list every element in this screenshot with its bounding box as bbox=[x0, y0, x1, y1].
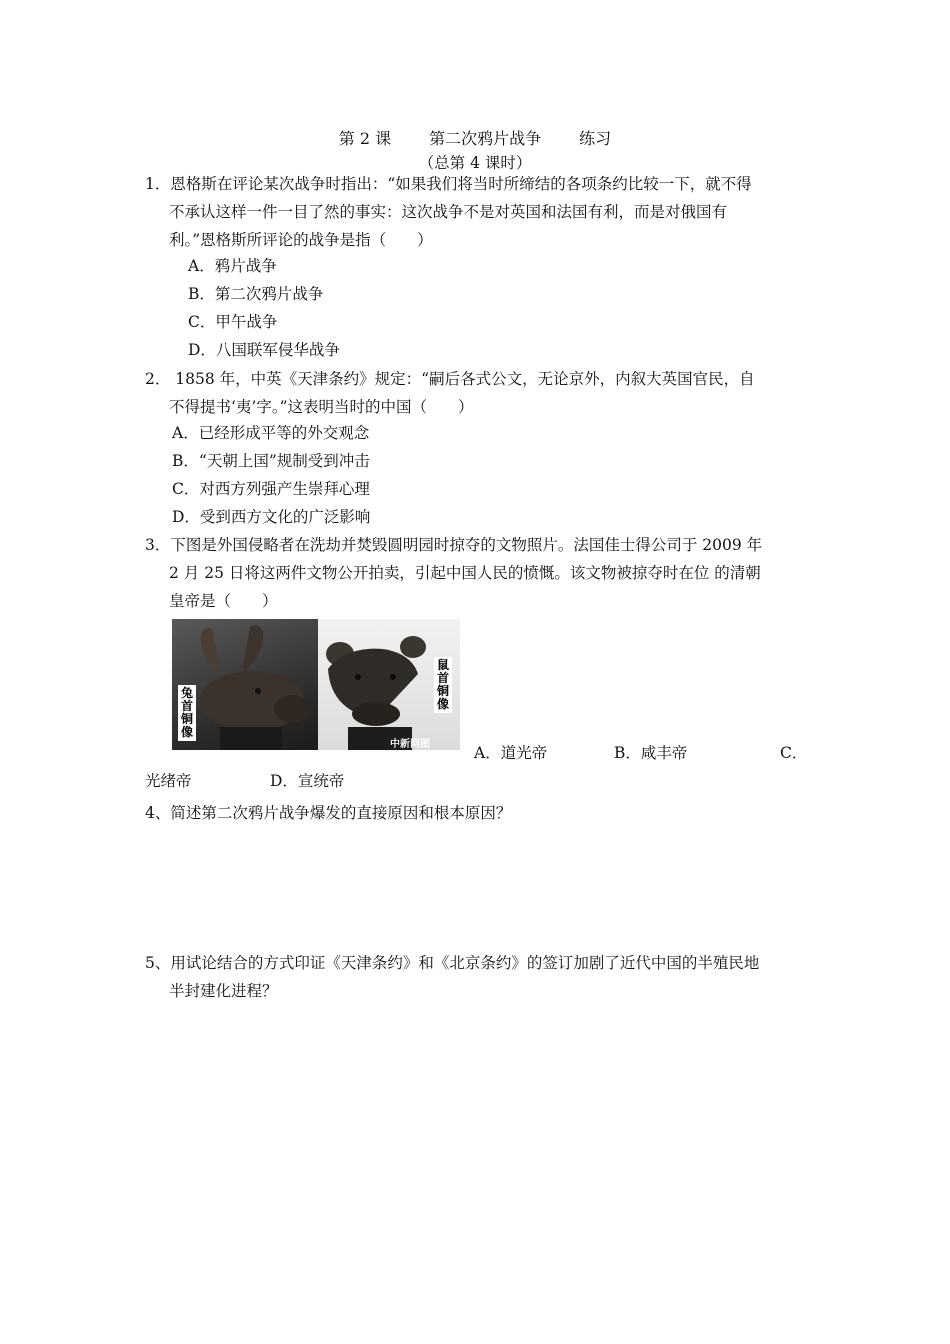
question-text-line: 4、简述第二次鸦片战争爆发的直接原因和根本原因？ bbox=[145, 804, 512, 822]
question-text-line: 半封建化进程？ bbox=[169, 982, 278, 1000]
option-c: C．甲午战争 bbox=[188, 313, 278, 331]
question-5 bbox=[145, 949, 810, 1005]
option-c-marker: C． bbox=[780, 744, 808, 762]
question-text-line: 皇帝是（ ） bbox=[169, 592, 278, 610]
question-3 bbox=[145, 531, 810, 615]
option-d: D．受到西方文化的广泛影响 bbox=[172, 508, 371, 526]
question-text-line: 2 月 25 日将这两件文物公开拍卖，引起中国人民的愤慨。该文物被掠夺时在位 的清朝 bbox=[169, 564, 761, 582]
artifact-photo bbox=[172, 619, 460, 750]
question-text-line: 1．恩格斯在评论某次战争时指出：“如果我们将当时所缔结的各项条约比较一下，就不得 bbox=[145, 175, 752, 193]
option-b: B．第二次鸦片战争 bbox=[188, 285, 324, 303]
rabbit-head-label: 兔首铜像 bbox=[178, 685, 196, 741]
page-title bbox=[0, 126, 950, 149]
question-4 bbox=[145, 799, 810, 827]
option-c: C．对西方列强产生崇拜心理 bbox=[172, 480, 370, 498]
option-b: B．咸丰帝 bbox=[614, 744, 688, 762]
lesson-number: 第 2 课 bbox=[338, 129, 392, 148]
question-text-line: 利。”恩格斯所评论的战争是指（ ） bbox=[169, 231, 433, 249]
question-2 bbox=[145, 365, 810, 421]
question-text-line: 2． 1858 年，中英《天津条约》规定：“嗣后各式公文，无论京外，内叙大英国官民，自 bbox=[145, 370, 755, 388]
option-a: A．鸦片战争 bbox=[188, 257, 277, 275]
rat-head-label: 鼠首铜像 bbox=[434, 657, 452, 713]
lesson-type: 练习 bbox=[579, 129, 612, 148]
question-text-line: 5、用试论结合的方式印证《天津条约》和《北京条约》的签订加剧了近代中国的半殖民地 bbox=[145, 954, 760, 972]
page-subtitle: （总第 4 课时） bbox=[418, 154, 532, 172]
question-text-line: 3．下图是外国侵略者在洗劫并焚毁圆明园时掠夺的文物照片。法国佳士得公司于 2009 年 bbox=[145, 536, 763, 554]
question-1 bbox=[145, 170, 810, 254]
question-text-line: 不得提书‘夷’字。”这表明当时的中国（ ） bbox=[169, 398, 474, 416]
question-text-line: 不承认这样一件一目了然的事实：这次战争不是对英国和法国有利，而是对俄国有 bbox=[169, 203, 728, 221]
option-d: D．宣统帝 bbox=[270, 772, 345, 790]
option-a: A．已经形成平等的外交观念 bbox=[172, 424, 370, 442]
option-a: A．道光帝 bbox=[474, 744, 548, 762]
lesson-topic: 第二次鸦片战争 bbox=[429, 129, 542, 148]
option-c-text: 光绪帝 bbox=[145, 772, 192, 790]
option-d: D．八国联军侵华战争 bbox=[188, 341, 340, 359]
option-b: B．“天朝上国”规制受到冲击 bbox=[172, 452, 370, 470]
photo-watermark: 中新网图 bbox=[390, 739, 430, 750]
